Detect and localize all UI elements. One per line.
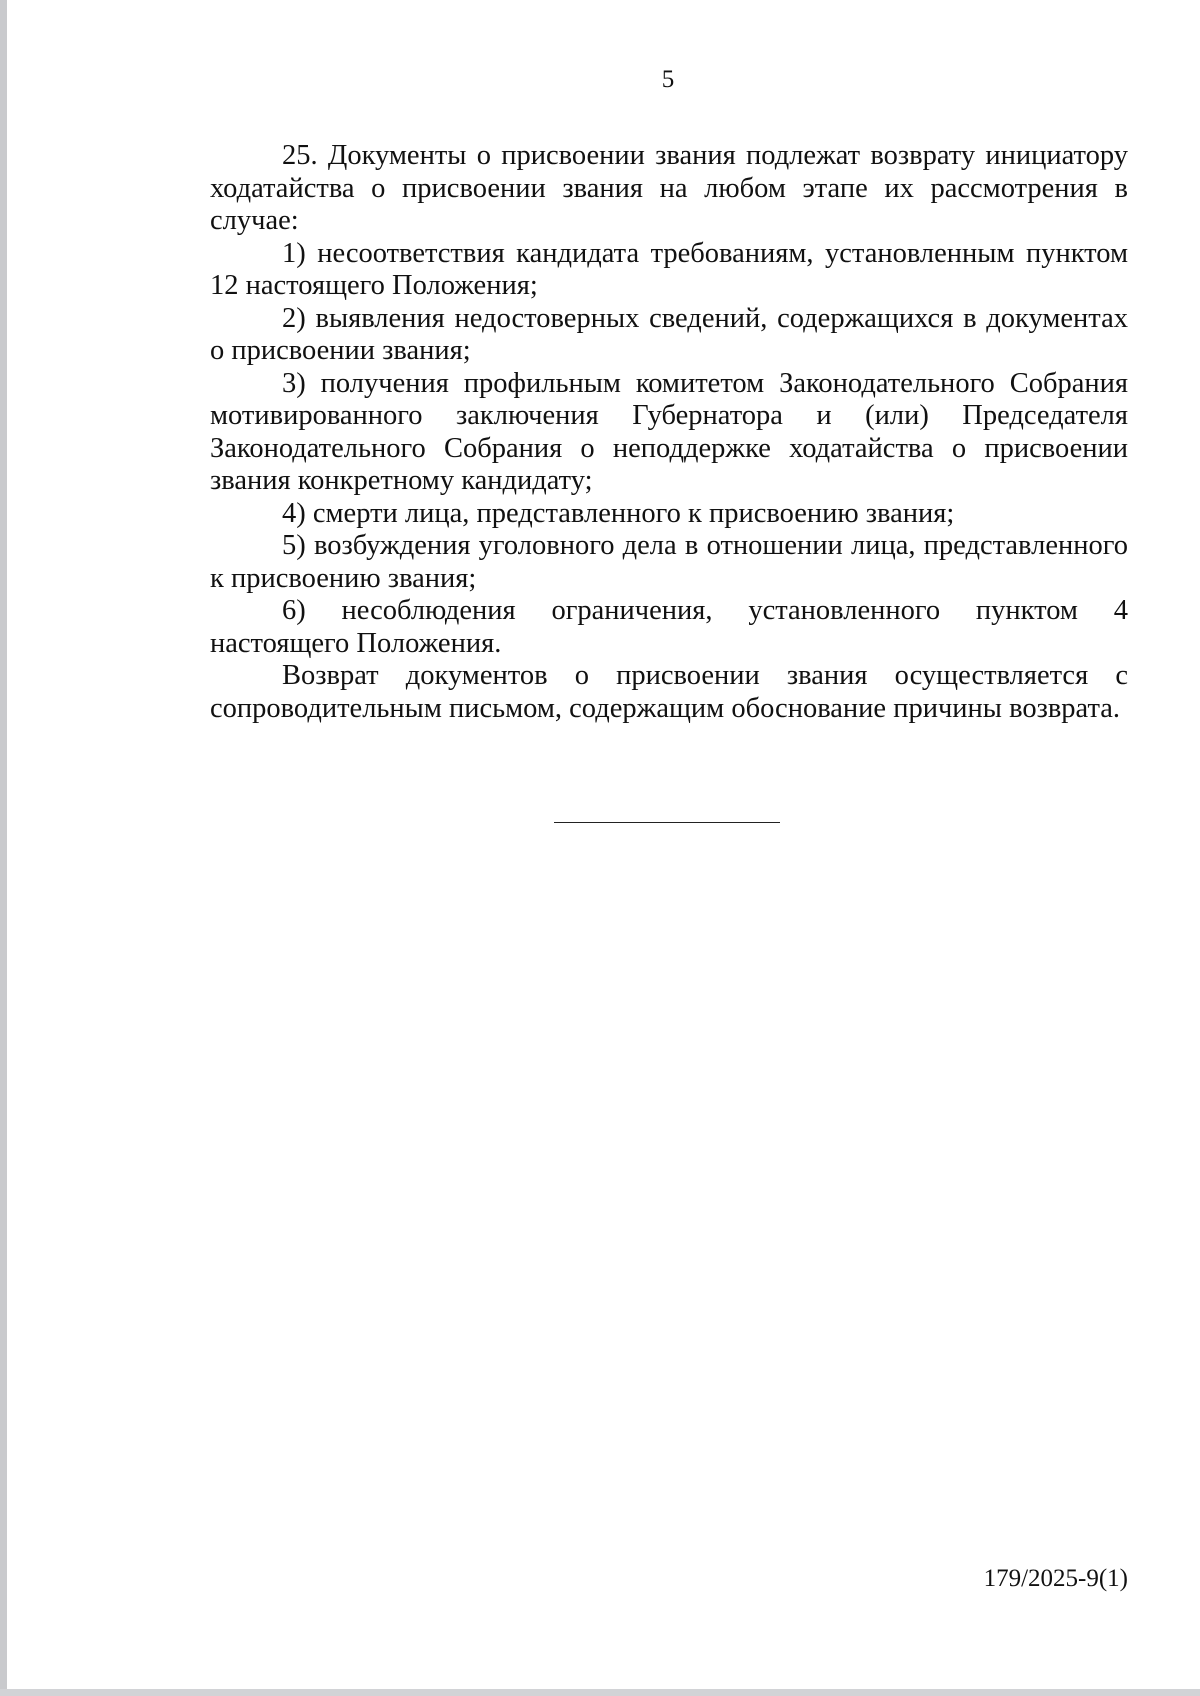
list-item-3: 3) получения профильным комитетом Законодательного Собрания мотивированного заключения Губернатора и (или) Председателя Законодательного Собрания о неподдержке ходатайства о присвоении звания конкретному кандидату; [210,367,1128,496]
list-item-5: 5) возбуждения уголовного дела в отношении лица, представленного к присвоению звания; [210,530,1128,594]
scan-edge-left [0,0,7,1696]
end-separator-line [554,822,780,823]
scan-edge-bottom [0,1689,1200,1696]
return-note-paragraph: Возврат документов о присвоении звания осуществляется с сопроводительным письмом, содержащим обоснование причины возврата. [210,660,1128,724]
list-item-6: 6) несоблюдения ограничения, установленного пунктом 4 настоящего Положения. [210,595,1128,659]
document-body [210,140,1128,725]
list-item-1: 1) несоответствия кандидата требованиям, установленным пунктом 12 настоящего Положения; [210,237,1128,301]
list-item-2: 2) выявления недостоверных сведений, содержащихся в документах о присвоении звания; [210,302,1128,366]
paragraph-25: 25. Документы о присвоении звания подлежат возврату инициатору ходатайства о присвоении звания на любом этапе их рассмотрения в случае: [210,140,1128,236]
document-code: 179/2025-9(1) [983,1565,1128,1592]
list-item-4: 4) смерти лица, представленного к присвоению звания; [282,497,955,529]
page-number: 5 [661,66,675,93]
